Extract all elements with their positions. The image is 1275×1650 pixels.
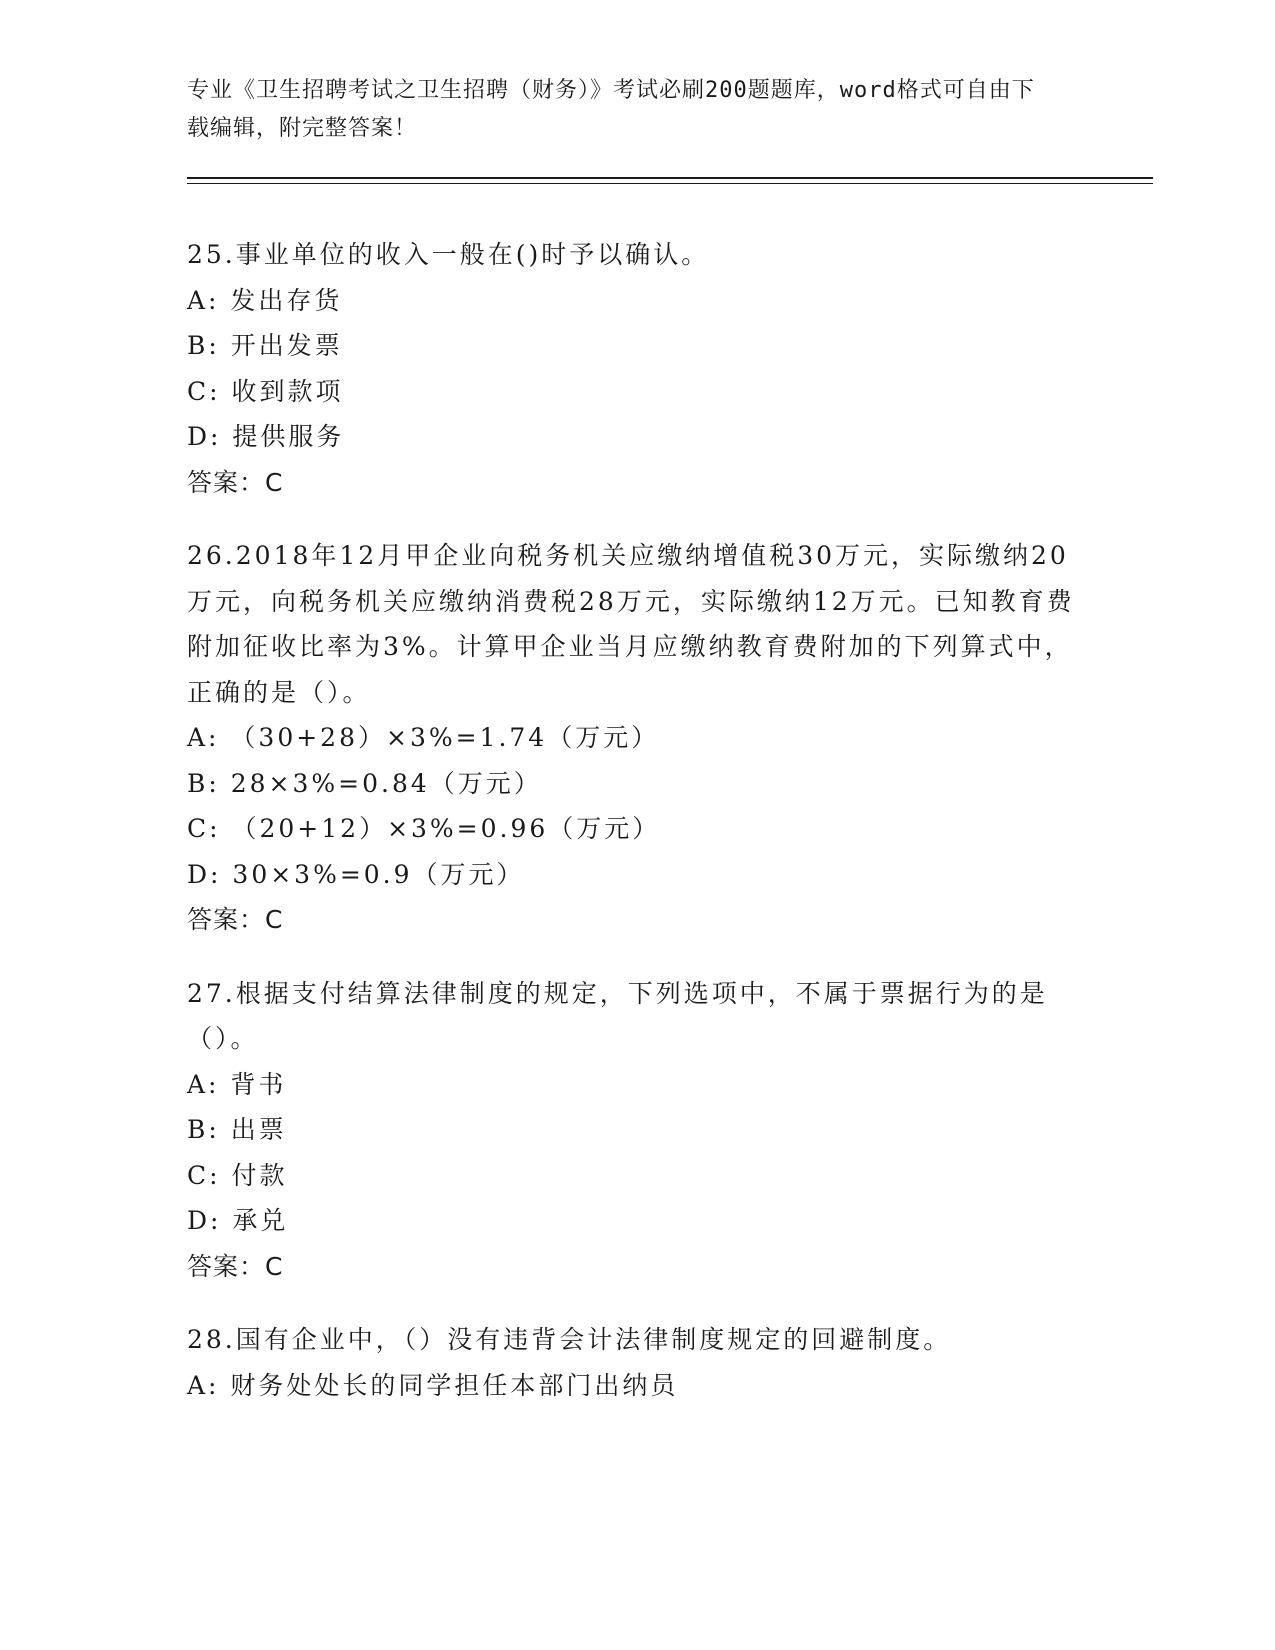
option-a: A: （30+28）×3%=1.74（万元） [187,723,660,752]
option-b: B: 开出发票 [187,331,343,360]
header-divider-thick [187,177,1153,179]
option-c: C: 收到款项 [187,376,344,406]
option-d: D: 30×3%=0.9（万元） [187,859,525,889]
option-a: A: 发出存货 [187,285,343,315]
question-list [187,232,1087,1436]
option-b: B: 出票 [187,1115,287,1144]
option-d: D: 承兑 [187,1206,289,1235]
question-item [187,1317,1087,1408]
question-stem: 26.2018年12月甲企业向税务机关应缴纳增值税30万元，实际缴纳20万元，向税务机关应缴纳消费税28万元，实际缴纳12万元。已知教育费附加征收比率为3%。计算甲企业当月应缴纳教育费附加的下列算式中，正确的是（）。 [187,541,1075,707]
question-item [187,232,1087,505]
answer-line: 答案：C [187,905,284,934]
option-d: D: 提供服务 [187,422,345,451]
option-a: A: 财务处处长的同学担任本部门出纳员 [187,1370,679,1400]
question-stem: 25.事业单位的收入一般在()时予以确认。 [187,240,710,269]
option-c: C: 付款 [187,1160,288,1190]
question-stem: 27.根据支付结算法律制度的规定，下列选项中，不属于票据行为的是（）。 [187,978,1048,1053]
question-item [187,971,1087,1290]
question-stem: 28.国有企业中，（）没有违背会计法律制度规定的回避制度。 [187,1325,952,1354]
option-b: B: 28×3%=0.84（万元） [187,768,542,798]
header-divider-thin [187,183,1153,184]
question-item [187,533,1087,943]
answer-line: 答案：C [187,467,284,497]
answer-line: 答案：C [187,1251,284,1281]
option-a: A: 背书 [187,1069,287,1099]
option-c: C: （20+12）×3%=0.96（万元） [187,814,661,843]
document-header: 专业《卫生招聘考试之卫生招聘（财务）》考试必刷200题题库，word格式可自由下载编辑，附完整答案！ [187,78,1035,141]
